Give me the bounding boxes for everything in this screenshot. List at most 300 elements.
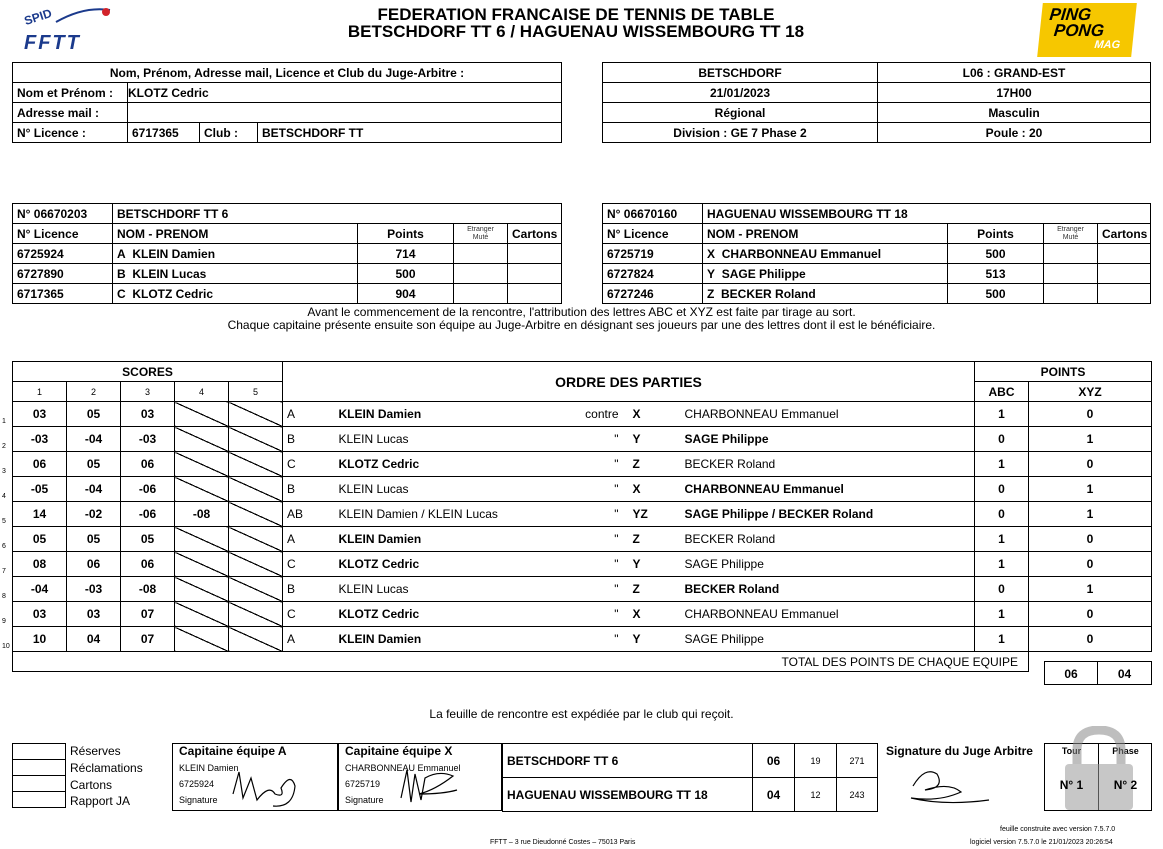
player-cards [1098,244,1151,264]
player-a-fullname: KLEIN Damien / KLEIN Lucas [338,507,498,521]
points-abc: 1 [975,527,1029,552]
footer-built: feuille construite avec version 7.5.7.0 [1000,826,1116,833]
captain-x-signature [395,764,465,810]
set-score [229,602,283,627]
xyz-header: XYZ [1029,382,1152,402]
points-xyz: 0 [1029,627,1152,652]
game-row [13,577,1152,602]
referee-name: KLOTZ Cedric [128,83,562,103]
player-licence: 6727824 [603,264,703,284]
player-x-letter: X [629,602,685,627]
player-a-fullname: KLEIN Damien [338,632,422,646]
points-xyz: 0 [1029,402,1152,427]
note-line-1: Avant le commencement de la rencontre, l'attribution des lettres ABC et XYZ est faite par tirage au sort. [307,305,856,319]
phase-value: N° 2 [1113,778,1138,792]
set-score: -08 [175,502,229,527]
player-cards [508,244,562,264]
mag-text: MAG [1093,39,1121,51]
points-heading: POINTS [975,362,1152,382]
player-fullname: KLOTZ Cedric [132,286,214,301]
set-score: 05 [13,527,67,552]
player-x-letter: Z [629,577,685,602]
set-score [175,627,229,652]
player-fullname: SAGE Philippe [721,266,806,281]
player-licence: 6727890 [13,264,113,284]
set-score: -06 [121,477,175,502]
title-line-2: BETSCHDORF TT 6 / HAGUENAU WISSEMBOURG TT 18 [347,22,805,41]
checkbox-claims[interactable] [12,759,66,776]
set-score: 03 [67,602,121,627]
player-points: 513 [948,264,1044,284]
pong-text: PONG [1052,21,1106,40]
player-name [703,244,948,264]
versus: " [614,557,619,571]
player-foreign [1044,284,1098,304]
summary-team: HAGUENAU WISSEMBOURG TT 18 [503,778,753,812]
game-row [13,477,1152,502]
player-a-name [339,627,629,652]
set-score: 05 [67,527,121,552]
player-x-name: SAGE Philippe [685,627,975,652]
pingpong-mag-logo [1037,3,1137,57]
referee-heading: Nom, Prénom, Adresse mail, Licence et Club du Juge-Arbitre : [13,63,562,83]
set-score: 06 [121,452,175,477]
set-score [229,452,283,477]
player-cards [1098,264,1151,284]
referee-email [128,103,562,123]
set-score [229,502,283,527]
team-a-number: N° 06670203 [13,204,113,224]
referee-signature [905,762,995,808]
player-x-name: CHARBONNEAU Emmanuel [685,602,975,627]
set-score: 06 [67,552,121,577]
captain-a-box [172,743,338,811]
player-x-letter: Z [629,452,685,477]
player-letter: B [117,266,126,281]
match-level: Régional [603,103,878,123]
match-date: 21/01/2023 [603,83,878,103]
player-x-name: CHARBONNEAU Emmanuel [685,477,975,502]
lock-icon [1057,726,1141,812]
team-a-col-licence: N° Licence [13,224,113,244]
game-number: 3 [2,468,6,475]
player-fullname: KLEIN Lucas [132,266,207,281]
team-x-col-points: Points [948,224,1044,244]
set-2-header: 2 [67,382,121,402]
player-a-name [339,502,629,527]
spid-text: SPID [22,6,54,28]
referee-name-label: Nom et Prénom : [13,83,128,103]
set-score [229,402,283,427]
player-x-letter: X [629,402,685,427]
player-a-fullname: KLEIN Lucas [338,582,409,596]
referee-signature-label: Signature du Juge Arbitre [886,744,1033,758]
game-number: 5 [2,518,6,525]
set-score [229,477,283,502]
phase-label: Phase [1112,746,1139,756]
footer-address: FFTT – 3 rue Dieudonné Costes – 75013 Paris [490,839,636,846]
match-info-table [602,62,1151,143]
player-row [13,284,562,304]
player-fullname: KLEIN Damien [132,246,216,261]
team-x-col-foreign [1044,224,1098,244]
player-a-fullname: KLOTZ Cedric [338,607,420,621]
player-a-fullname: KLEIN Lucas [338,482,409,496]
player-foreign [454,264,508,284]
player-cards [508,264,562,284]
set-score [175,452,229,477]
player-licence: 6725719 [603,244,703,264]
player-a-letter: A [283,627,339,652]
summary-table [502,743,878,812]
points-xyz: 1 [1029,477,1152,502]
games-table [12,361,1152,672]
set-score: -06 [121,502,175,527]
set-score [175,552,229,577]
player-licence: 6717365 [13,284,113,304]
summary-sets: 12 [795,778,837,812]
set-score [175,577,229,602]
order-heading: ORDRE DES PARTIES [283,362,975,402]
foreign-label: Etranger [467,225,494,233]
player-points: 714 [358,244,454,264]
game-number: 2 [2,443,6,450]
set-score: 04 [67,627,121,652]
set-score: 03 [13,402,67,427]
player-x-name: CHARBONNEAU Emmanuel [685,402,975,427]
player-a-letter: AB [283,502,339,527]
player-letter: C [117,286,126,301]
game-row [13,402,1152,427]
player-a-name [339,602,629,627]
set-score: -04 [13,577,67,602]
player-a-fullname: KLOTZ Cedric [338,557,420,571]
captain-a-licence: 6725924 [179,779,215,789]
game-number: 10 [2,643,10,650]
player-a-name [339,402,629,427]
set-score [175,477,229,502]
game-number: 1 [2,418,6,425]
versus: " [614,607,619,621]
player-a-fullname: KLEIN Lucas [338,432,409,446]
team-a-col-points: Points [358,224,454,244]
player-a-name [339,477,629,502]
set-score [229,552,283,577]
summary-sets: 19 [795,744,837,778]
player-x-letter: Y [629,627,685,652]
game-number: 8 [2,593,6,600]
team-a-col-cards: Cartons [508,224,562,244]
points-xyz: 1 [1029,502,1152,527]
label-reserves: Réserves [70,744,121,758]
player-a-letter: A [283,527,339,552]
referee-licence: 6717365 [128,123,200,143]
points-abc: 0 [975,502,1029,527]
team-a-col-name: NOM - PRENOM [113,224,358,244]
set-score [229,627,283,652]
team-x-col-cards: Cartons [1098,224,1151,244]
player-a-fullname: KLEIN Damien [338,407,422,421]
checklist [12,743,152,811]
label-claims: Réclamations [70,761,143,775]
points-abc: 1 [975,452,1029,477]
game-number: 7 [2,568,6,575]
set-score [229,527,283,552]
team-a-table [12,203,562,304]
points-abc: 0 [975,477,1029,502]
footer-software: logiciel version 7.5.7.0 le 21/01/2023 20:26:54 [970,839,1113,846]
set-score: 14 [13,502,67,527]
player-x-name: SAGE Philippe / BECKER Roland [685,502,975,527]
captain-x-box [338,743,502,811]
set-score: 07 [121,627,175,652]
versus: " [614,432,619,446]
set-score: -04 [67,477,121,502]
versus: " [614,582,619,596]
versus: " [614,507,619,521]
summary-points: 271 [837,744,878,778]
set-score: 06 [121,552,175,577]
summary-team: BETSCHDORF TT 6 [503,744,753,778]
game-row [13,602,1152,627]
game-number: 6 [2,543,6,550]
set-score [175,427,229,452]
versus: contre [585,407,619,421]
set-score [229,427,283,452]
total-x: 04 [1097,661,1152,685]
player-a-letter: B [283,477,339,502]
player-row [603,264,1151,284]
match-division: Division : GE 7 Phase 2 [603,123,878,143]
transferred-label: Muté [472,233,489,241]
versus: " [614,632,619,646]
title-line-1: FEDERATION FRANCAISE DE TENNIS DE TABLE [377,5,775,24]
player-foreign [454,284,508,304]
page-title [250,6,902,40]
ping-text: PING [1048,5,1093,24]
player-a-name [339,427,629,452]
player-a-fullname: KLEIN Damien [338,532,422,546]
player-foreign [1044,264,1098,284]
player-licence: 6725924 [13,244,113,264]
set-score: -05 [13,477,67,502]
set-score: 05 [67,452,121,477]
set-score [175,527,229,552]
player-a-name [339,552,629,577]
player-letter: A [117,246,126,261]
team-x-name: HAGUENAU WISSEMBOURG TT 18 [703,204,1151,224]
captain-x-title: Capitaine équipe X [345,744,453,758]
versus: " [614,532,619,546]
player-a-letter: B [283,577,339,602]
player-name [113,264,358,284]
set-3-header: 3 [121,382,175,402]
label-report: Rapport JA [70,794,131,808]
referee-table [12,62,562,143]
points-xyz: 0 [1029,527,1152,552]
match-gender: Masculin [878,103,1151,123]
player-x-letter: X [629,477,685,502]
set-score: 08 [13,552,67,577]
player-a-letter: B [283,427,339,452]
total-a: 06 [1044,661,1098,685]
player-x-letter: Y [629,552,685,577]
team-x-col-name: NOM - PRENOM [703,224,948,244]
team-a-col-foreign [454,224,508,244]
points-abc: 0 [975,427,1029,452]
player-a-letter: C [283,552,339,577]
checkbox-cards[interactable] [12,775,66,792]
game-row [13,427,1152,452]
player-points: 500 [358,264,454,284]
fftt-text: FFTT [24,32,81,54]
player-a-fullname: KLOTZ Cedric [338,457,420,471]
team-x-number: N° 06670160 [603,204,703,224]
referee-club-label: Club : [200,123,258,143]
player-name [113,244,358,264]
set-score: -03 [67,577,121,602]
set-score: 07 [121,602,175,627]
player-a-letter: A [283,402,339,427]
note-line-2: Chaque capitaine présente ensuite son équipe au Juge-Arbitre en désignant ses joueurs par une des lettres dont il est le bénéficiaire. [227,318,936,332]
points-xyz: 1 [1029,427,1152,452]
player-x-name: BECKER Roland [685,577,975,602]
versus: " [614,457,619,471]
set-score [175,402,229,427]
team-a-name: BETSCHDORF TT 6 [113,204,562,224]
player-cards [508,284,562,304]
game-row [13,452,1152,477]
match-venue: BETSCHDORF [603,63,878,83]
draw-notes [0,306,1163,332]
player-a-name [339,452,629,477]
checkbox-reserves[interactable] [12,743,66,760]
sent-note: La feuille de rencontre est expédiée par le club qui reçoit. [429,707,734,721]
player-x-name: BECKER Roland [685,527,975,552]
referee-club: BETSCHDORF TT [258,123,562,143]
set-score: -08 [121,577,175,602]
versus: " [614,482,619,496]
summary-score: 06 [753,744,795,778]
player-x-name: SAGE Philippe [685,552,975,577]
player-foreign [454,244,508,264]
match-time: 17H00 [878,83,1151,103]
captain-x-name: CHARBONNEAU Emmanuel [345,763,461,773]
transferred-label: Muté [1062,233,1079,241]
game-number: 4 [2,493,6,500]
match-pool: Poule : 20 [878,123,1151,143]
fftt-logo [20,4,115,56]
summary-row [503,744,878,778]
player-x-letter: YZ [629,502,685,527]
player-foreign [1044,244,1098,264]
points-xyz: 0 [1029,552,1152,577]
points-abc: 1 [975,627,1029,652]
team-x-col-licence: N° Licence [603,224,703,244]
player-x-name: BECKER Roland [685,452,975,477]
set-score: -04 [67,427,121,452]
captain-a-title: Capitaine équipe A [179,744,287,758]
player-row [603,284,1151,304]
abc-header: ABC [975,382,1029,402]
captain-x-licence: 6725719 [345,779,381,789]
set-1-header: 1 [13,382,67,402]
captain-a-sig-label: Signature [179,795,218,805]
swoosh-icon [54,4,114,26]
points-abc: 1 [975,552,1029,577]
player-row [13,244,562,264]
match-league: L06 : GRAND-EST [878,63,1151,83]
set-score: 03 [13,602,67,627]
game-row [13,527,1152,552]
game-row [13,552,1152,577]
player-x-letter: Z [629,527,685,552]
game-row [13,627,1152,652]
player-a-letter: C [283,452,339,477]
set-score: -03 [13,427,67,452]
set-score: 10 [13,627,67,652]
set-score [175,602,229,627]
set-score: -02 [67,502,121,527]
player-a-letter: C [283,602,339,627]
set-score: 05 [121,527,175,552]
game-row [13,502,1152,527]
set-score: 06 [13,452,67,477]
player-a-name [339,577,629,602]
team-x-table [602,203,1151,304]
player-x-name: SAGE Philippe [685,427,975,452]
player-x-letter: Y [629,427,685,452]
player-name [113,284,358,304]
round-box [1044,743,1152,811]
player-fullname: CHARBONNEAU Emmanuel [721,246,882,261]
points-xyz: 0 [1029,602,1152,627]
player-letter: Z [707,286,715,301]
captain-a-signature [229,764,299,810]
player-row [13,264,562,284]
total-label: TOTAL DES POINTS DE CHAQUE EQUIPE [13,652,1029,672]
player-points: 500 [948,284,1044,304]
points-abc: 1 [975,602,1029,627]
tour-value: N° 1 [1059,778,1084,792]
player-letter: Y [707,266,716,281]
set-score: 05 [67,402,121,427]
player-a-name [339,527,629,552]
set-score: 03 [121,402,175,427]
referee-licence-label: N° Licence : [13,123,128,143]
points-xyz: 0 [1029,452,1152,477]
referee-email-label: Adresse mail : [13,103,128,123]
set-score: -03 [121,427,175,452]
player-points: 904 [358,284,454,304]
label-cards: Cartons [70,778,113,792]
player-points: 500 [948,244,1044,264]
points-abc: 0 [975,577,1029,602]
player-name [703,284,948,304]
player-cards [1098,284,1151,304]
captain-x-sig-label: Signature [345,795,384,805]
checkbox-report[interactable] [12,791,66,808]
player-row [603,244,1151,264]
player-name [703,264,948,284]
game-number: 9 [2,618,6,625]
set-5-header: 5 [229,382,283,402]
summary-score: 04 [753,778,795,812]
tour-label: Tour [1061,746,1082,756]
scores-heading: SCORES [13,362,283,382]
player-licence: 6727246 [603,284,703,304]
player-fullname: BECKER Roland [721,286,816,301]
